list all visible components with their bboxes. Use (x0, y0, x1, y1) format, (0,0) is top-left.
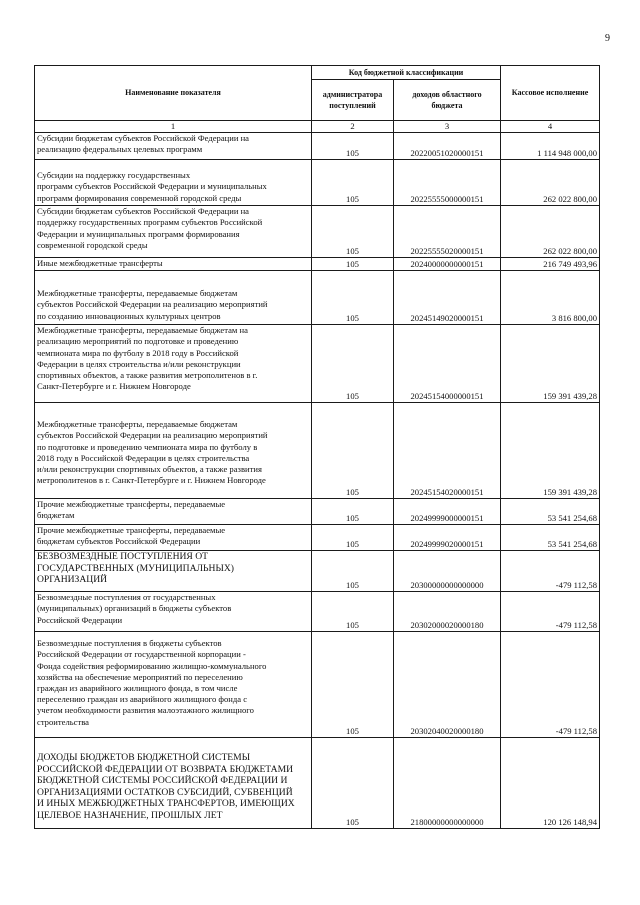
row-code: 20245154020000151 (394, 403, 501, 499)
row-name: Иные межбюджетные трансферты (35, 258, 312, 271)
row-amount: 159 391 439,28 (501, 325, 600, 403)
table-row (35, 271, 600, 325)
row-name: Безвозмездные поступления от государственных (муниципальных) организаций в бюджеты субъектов Российской Федерации (35, 592, 312, 632)
table-row (35, 206, 600, 258)
header-income: доходов областного бюджета (394, 80, 501, 121)
col-number: 1 (35, 121, 312, 133)
row-code: 20225555020000151 (394, 206, 501, 258)
row-amount: 120 126 148,94 (501, 738, 600, 829)
row-admin: 105 (312, 525, 394, 551)
row-amount: 1 114 948 000,00 (501, 133, 600, 160)
row-name: Межбюджетные трансферты, передаваемые бюджетам субъектов Российской Федерации на реализацию мероприятий по созданию инновационных культурных центров (35, 271, 312, 325)
row-admin: 105 (312, 632, 394, 738)
table-row (35, 592, 600, 632)
column-numbers-row (35, 121, 600, 133)
header-execution: Кассовое исполнение (501, 66, 600, 121)
row-admin: 105 (312, 271, 394, 325)
table-row (35, 632, 600, 738)
row-name: Межбюджетные трансферты, передаваемые бюджетам на реализацию мероприятий по подготовке и проведению чемпионата мира по футболу в 2018 году в Российской Федерации в целях строительства и/или реконструкции спортивных объектов, а также развития метрополитенов в г. Санкт-Петербурге и г. Нижнем Новгороде (35, 325, 312, 403)
row-name: Межбюджетные трансферты, передаваемые бюджетам субъектов Российской Федерации на реализацию мероприятий по подготовке и проведению чемпионата мира по футболу в 2018 году в Российской Федерации в целях строительства и/или реконструкции спортивных объектов, а также развития метрополитенов в г. Санкт-Петербурге и г. Нижнем Новгороде (35, 403, 312, 499)
row-admin: 105 (312, 325, 394, 403)
row-name: Прочие межбюджетные трансферты, передаваемые бюджетам (35, 499, 312, 525)
row-admin: 105 (312, 499, 394, 525)
row-name: ДОХОДЫ БЮДЖЕТОВ БЮДЖЕТНОЙ СИСТЕМЫ РОССИЙСКОЙ ФЕДЕРАЦИИ ОТ ВОЗВРАТА БЮДЖЕТАМИ БЮДЖЕТНОЙ СИСТЕМЫ РОССИЙСКОЙ ФЕДЕРАЦИИ И ОРГАНИЗАЦИЯМИ ОСТАТКОВ СУБСИДИЙ, СУБВЕНЦИЙ И ИНЫХ МЕЖБЮДЖЕТНЫХ ТРАНСФЕРТОВ, ИМЕЮЩИХ ЦЕЛЕВОЕ НАЗНАЧЕНИЕ, ПРОШЛЫХ ЛЕТ (35, 738, 312, 829)
row-name: Субсидии на поддержку государственных программ субъектов Российской Федерации и муниципальных программ формирования современной городской среды (35, 160, 312, 206)
row-amount: 53 541 254,68 (501, 525, 600, 551)
header-code-group: Код бюджетной классификации (312, 66, 501, 80)
row-code: 20249999000000151 (394, 499, 501, 525)
row-admin: 105 (312, 206, 394, 258)
row-name: Безвозмездные поступления в бюджеты субъектов Российской Федерации от государственной корпорации - Фонда содействия реформированию жилищно-коммунального хозяйства на обеспечение мероприятий по переселению граждан из аварийного жилищного фонда, в том числе переселению граждан из аварийного жилищного фонда с учетом необходимости развития малоэтажного жилищного строительства (35, 632, 312, 738)
col-number: 4 (501, 121, 600, 133)
row-name: Субсидии бюджетам субъектов Российской Федерации на реализацию федеральных целевых программ (35, 133, 312, 160)
row-amount: -479 112,58 (501, 551, 600, 592)
table-row (35, 551, 600, 592)
header-name: Наименование показателя (35, 66, 312, 121)
budget-table (34, 65, 600, 829)
row-amount: -479 112,58 (501, 592, 600, 632)
table-row (35, 499, 600, 525)
row-admin: 105 (312, 403, 394, 499)
table-row (35, 325, 600, 403)
row-code: 20302000020000180 (394, 592, 501, 632)
row-code: 20245149020000151 (394, 271, 501, 325)
table-row (35, 160, 600, 206)
row-amount: 262 022 800,00 (501, 160, 600, 206)
row-amount: -479 112,58 (501, 632, 600, 738)
row-code: 20225555000000151 (394, 160, 501, 206)
row-code: 20302040020000180 (394, 632, 501, 738)
col-number: 2 (312, 121, 394, 133)
row-name: БЕЗВОЗМЕЗДНЫЕ ПОСТУПЛЕНИЯ ОТ ГОСУДАРСТВЕННЫХ (МУНИЦИПАЛЬНЫХ) ОРГАНИЗАЦИЙ (35, 551, 312, 592)
row-code: 21800000000000000 (394, 738, 501, 829)
page-number: 9 (605, 33, 610, 44)
row-code: 20220051020000151 (394, 133, 501, 160)
row-code: 20240000000000151 (394, 258, 501, 271)
row-amount: 216 749 493,96 (501, 258, 600, 271)
row-amount: 53 541 254,68 (501, 499, 600, 525)
row-admin: 105 (312, 592, 394, 632)
row-admin: 105 (312, 133, 394, 160)
row-code: 20300000000000000 (394, 551, 501, 592)
row-admin: 105 (312, 258, 394, 271)
row-admin: 105 (312, 738, 394, 829)
row-name: Прочие межбюджетные трансферты, передаваемые бюджетам субъектов Российской Федерации (35, 525, 312, 551)
row-amount: 159 391 439,28 (501, 403, 600, 499)
row-name: Субсидии бюджетам субъектов Российской Федерации на поддержку государственных программ субъектов Российской Федерации и муниципальных программ формирования современной городской среды (35, 206, 312, 258)
col-number: 3 (394, 121, 501, 133)
row-admin: 105 (312, 551, 394, 592)
table-row (35, 525, 600, 551)
row-amount: 3 816 800,00 (501, 271, 600, 325)
table-row (35, 133, 600, 160)
row-admin: 105 (312, 160, 394, 206)
table-row (35, 258, 600, 271)
row-code: 20249999020000151 (394, 525, 501, 551)
row-code: 20245154000000151 (394, 325, 501, 403)
header-admin: администратора поступлений (312, 80, 394, 121)
row-amount: 262 022 800,00 (501, 206, 600, 258)
table-row (35, 738, 600, 829)
table-row (35, 403, 600, 499)
